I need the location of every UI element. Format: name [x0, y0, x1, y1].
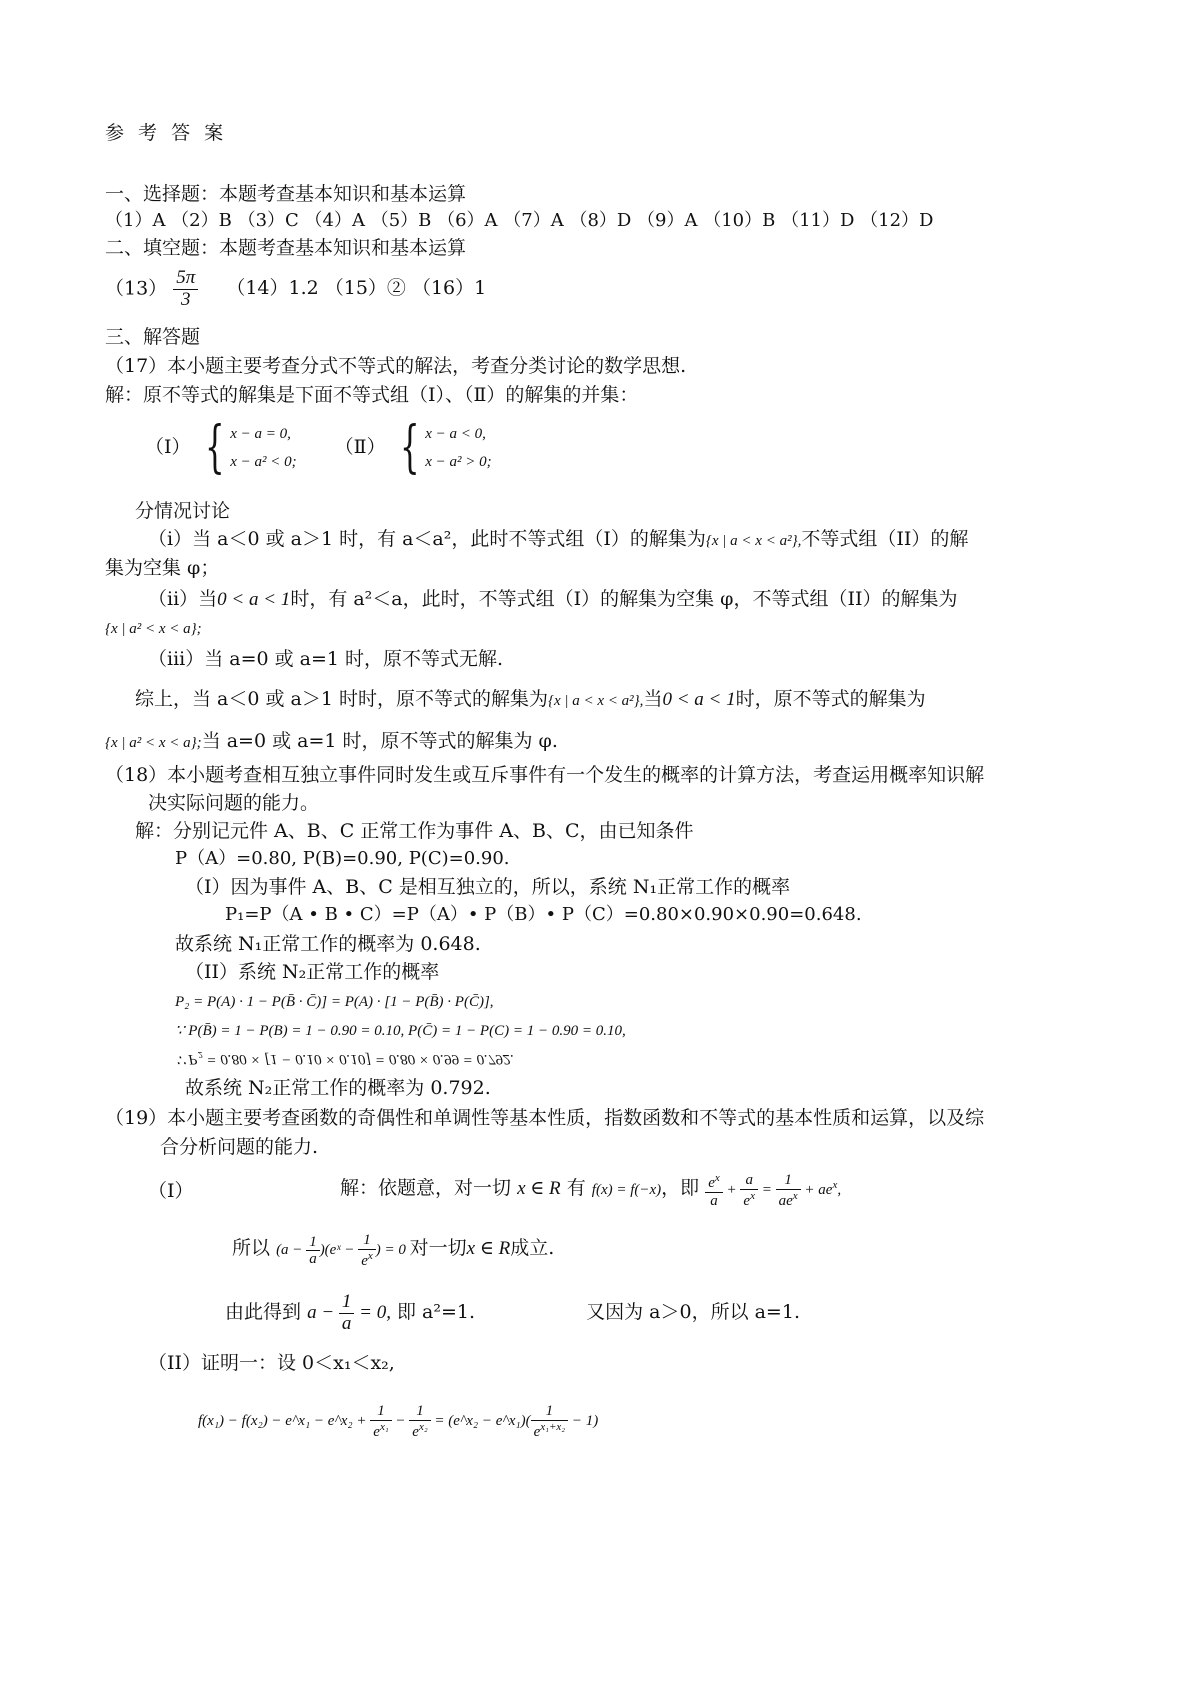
case2-condition: 0 < a < 1: [217, 589, 291, 610]
system2-row2: x − a² > 0;: [425, 454, 492, 470]
p18-p2-equation: P₂ = P(A) · 1 − P(B̄ · C̄)] = P(A) · [1 − P(B̄) · P(C̄)],: [175, 994, 494, 1010]
summary-text: 综上，当 a＜0 或 a＞1 时时，原不等式的解集为: [135, 688, 548, 710]
p18-solution: 解：分别记元件 A、B、C 正常工作为事件 A、B、C，由已知条件: [135, 820, 694, 842]
section3-heading: 三、解答题: [105, 326, 201, 348]
page-title: 参 考 答 案: [105, 122, 228, 144]
p19-part1-label: （I）: [148, 1180, 194, 1202]
line2-text: 所以: [232, 1236, 271, 1259]
p17-case2-set: {x | a² < x < a};: [105, 621, 202, 637]
case2-text2: 时，有 a²＜a，此时，不等式组（I）的解集为空集 φ，不等式组（II）的解集为: [290, 588, 958, 610]
part1-text: 解：依题意，对一切: [340, 1176, 512, 1199]
p18-intro: （18）本小题考查相互独立事件同时发生或互斥事件有一个发生的概率的计算方法，考查运用概率知识解: [105, 764, 985, 786]
line2-text2: 对一切: [409, 1236, 467, 1259]
p19-line2: [232, 1232, 554, 1269]
p17-summary-cont: [105, 730, 558, 753]
line3-text2: 即 a²=1.: [397, 1300, 476, 1323]
system1-label: （Ⅰ）: [145, 436, 191, 458]
summary-condition: 0 < a < 1: [662, 689, 736, 710]
p18-p2-calc: ∵ P(B̄) = 1 − P(B) = 1 − 0.90 = 0.10, P(C̄) = 1 − P(C) = 1 − 0.90 = 0.10,: [175, 1023, 626, 1039]
p18-p2-flipped-line: [175, 1050, 514, 1068]
system2: [392, 415, 492, 480]
p17-summary: [135, 688, 926, 712]
summary-set2: {x | a² < x < a};: [105, 735, 202, 751]
p17-intro: （17）本小题主要考查分式不等式的解法，考查分类讨论的数学思想.: [105, 355, 687, 377]
system1-row1: x − a = 0,: [230, 426, 291, 442]
case2-text: （ii）当: [148, 588, 218, 610]
p19-intro: （19）本小题主要考查函数的奇偶性和单调性等基本性质，指数函数和不等式的基本性质和运算，以及综: [105, 1107, 985, 1129]
system1-row2: x − a² < 0;: [230, 454, 297, 470]
flipped-equation: ∵ P₂ = 0.80 × [1 − 0.10 × 0.10] = 0.80 × 0.99 = 0.792.: [175, 1051, 514, 1067]
p18-part2: （II）系统 N₂正常工作的概率: [185, 961, 440, 983]
p18-p1-result: 故系统 N₁正常工作的概率为 0.648.: [175, 933, 481, 955]
summary-text3: 时，原不等式的解集为: [735, 688, 926, 710]
summary-set1: {x | a < x < a²},: [548, 693, 644, 709]
p17-case1: [148, 528, 968, 551]
p18-p2-result: 故系统 N₂正常工作的概率为 0.792.: [185, 1077, 491, 1099]
q14-16-answers: （14）1.2 （15）② （16）1: [226, 277, 487, 300]
p18-p1-calc: P₁=P（A • B • C）=P（A）• P（B）• P（C）=0.80×0.90×0.90=0.648.: [225, 904, 862, 925]
line3-text: 由此得到: [225, 1300, 302, 1323]
line2-equation: (a − $\frac{1}{a}$ )(eˣ − $\frac{1}{e^x}$ ) = 0: [276, 1232, 406, 1269]
q13-denominator: 3: [181, 288, 191, 310]
p19-final-equation: f(x₁) − f(x₂) − e^x₁ − e^x₂ + $\frac{1}{e^{x_1}}$ − $\frac{1}{e^{x_2}}$ = (e^x₂ − e^x₁)( $\frac{1}{e^{x_1+x_2}}$ − 1): [198, 1403, 599, 1440]
system2-row1: x − a < 0,: [425, 426, 486, 442]
p17-case1-cont: 集为空集 φ；: [105, 557, 220, 579]
case1-text2: 不等式组（II）的解: [801, 528, 969, 550]
section1-answers: （1）A （2）B （3）C （4）A （5）B （6）A （7）A （8）D （9）A （10）B （11）D （12）D: [105, 210, 934, 231]
p19-intro-cont: 合分析问题的能力.: [160, 1136, 319, 1158]
p17-case2: [148, 588, 958, 612]
q13-numerator: 5π: [173, 268, 198, 290]
p18-given: P（A）=0.80, P(B)=0.90, P(C)=0.90.: [175, 848, 510, 869]
part1-fraction-eq: $\frac{e^x}{a}$ + $\frac{a}{e^x}$ = $\frac{1}{ae^x}$ + $ae^x$,: [705, 1182, 841, 1198]
case1-text: （i）当 a＜0 或 a＞1 时，有 a＜a²，此时不等式组（I）的解集为: [148, 528, 706, 550]
q13-label: （13）: [105, 277, 168, 300]
summary-text4: 当 a=0 或 a=1 时，原不等式的解集为 φ.: [201, 730, 558, 752]
p19-part1-line: [340, 1172, 841, 1209]
system2-label: （Ⅱ）: [334, 436, 386, 458]
p17-case3: （iii）当 a=0 或 a=1 时，原不等式无解.: [148, 648, 504, 670]
line2-text3: 成立.: [510, 1236, 555, 1259]
part1-text2: 有: [566, 1176, 586, 1199]
section2-answers: [105, 268, 486, 311]
p19-part2: （II）证明一：设 0＜x₁＜x₂,: [148, 1352, 395, 1374]
section2-heading: 二、填空题：本题考查基本知识和基本运算: [105, 237, 467, 259]
brace-icon: {: [399, 415, 420, 480]
even-function-eq: f(x) = f(−x): [591, 1181, 662, 1198]
case1-set: {x | a < x < a²},: [705, 533, 802, 549]
p18-part1: （I）因为事件 A、B、C 是相互独立的，所以，系统 N₁正常工作的概率: [185, 876, 791, 898]
p18-intro-cont: 决实际问题的能力。: [148, 792, 320, 814]
part1-text3: ，即: [661, 1176, 700, 1199]
p19-line3: [225, 1292, 800, 1335]
x-in-r: x ∈ R: [517, 1177, 561, 1199]
p17-solution: 解：原不等式的解集是下面不等式组（Ⅰ）、（Ⅱ）的解集的并集：: [105, 384, 639, 406]
section1-heading: 一、选择题：本题考查基本知识和基本运算: [105, 183, 467, 205]
summary-text2: 当: [643, 688, 663, 710]
system1: [197, 415, 297, 480]
brace-icon: {: [204, 415, 225, 480]
x-in-r: x ∈ R: [466, 1237, 511, 1259]
line3-text3: 又因为 a＞0，所以 a=1.: [586, 1300, 800, 1323]
p17-systems: [145, 415, 492, 480]
line3-equation: a − $\frac{1}{a}$ = 0,: [307, 1291, 391, 1334]
p17-discuss: 分情况讨论: [135, 500, 231, 522]
q13-fraction: [173, 268, 198, 311]
